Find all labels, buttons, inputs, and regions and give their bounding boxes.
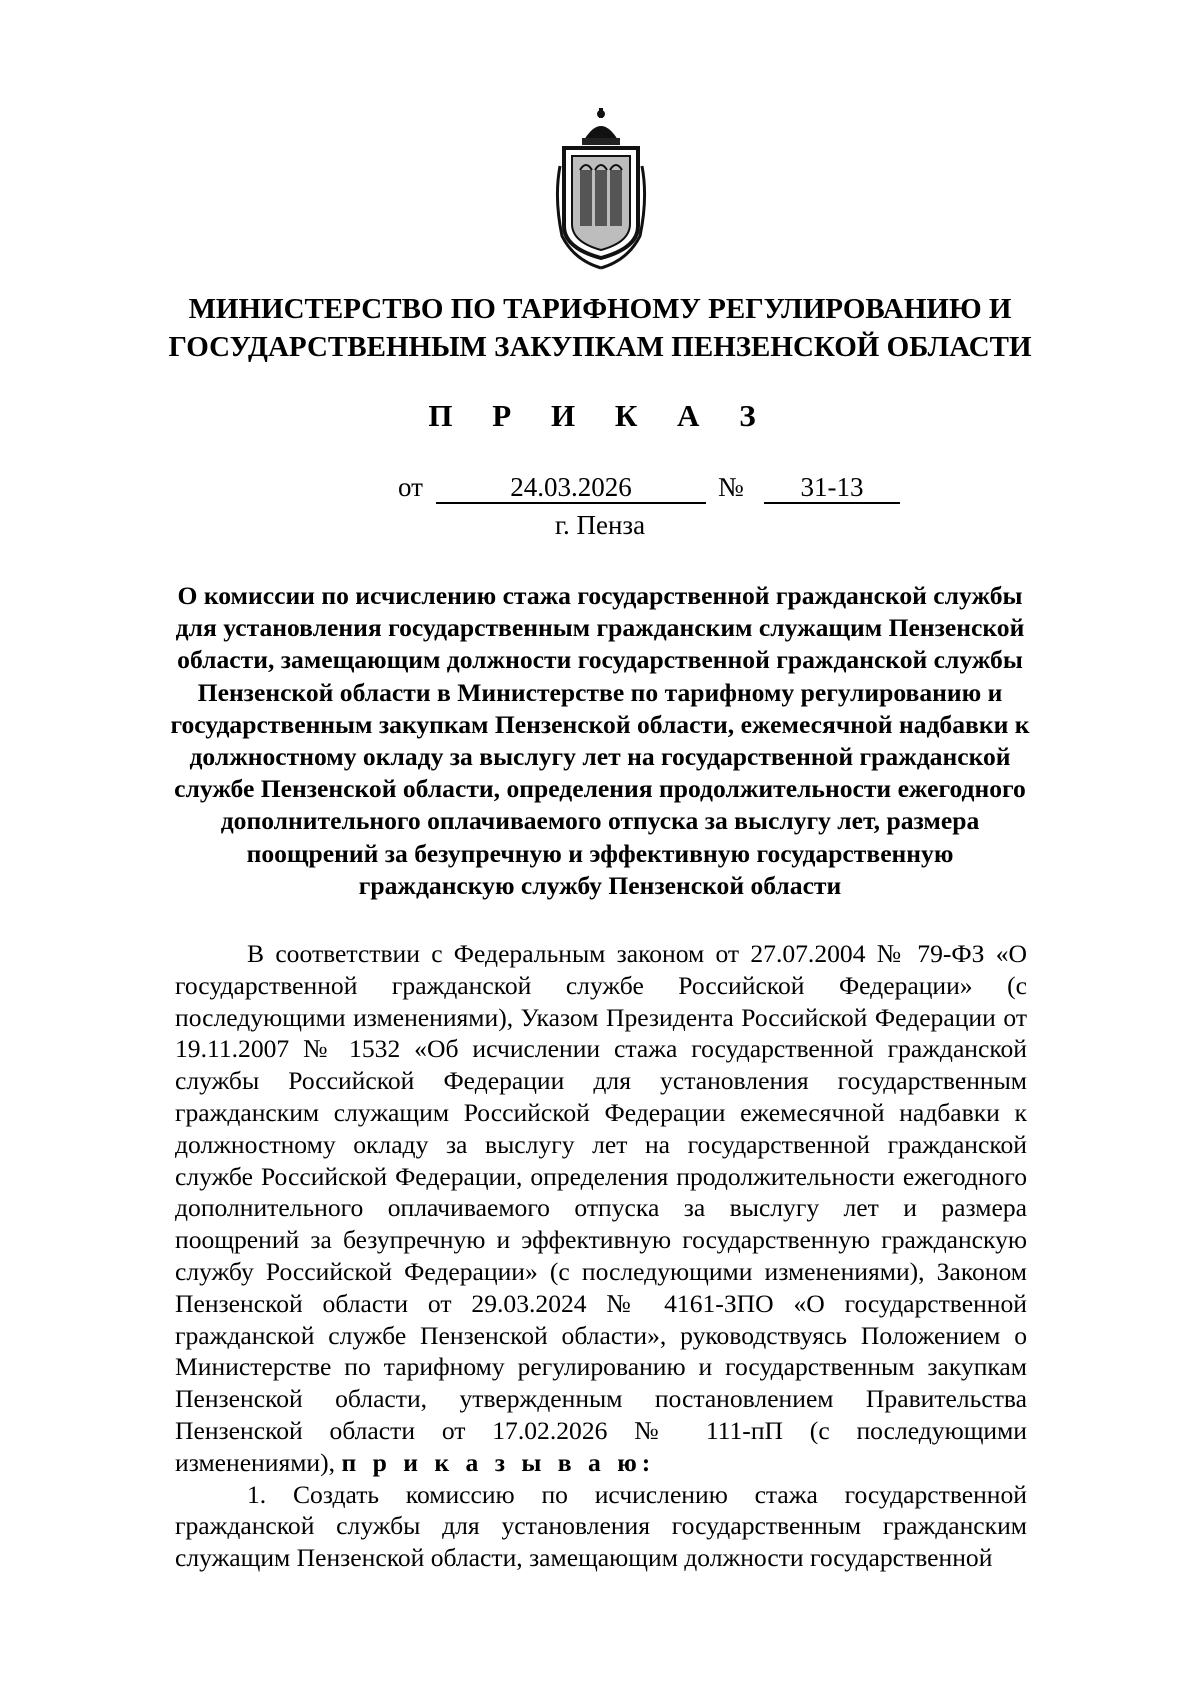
ministry-line-1: МИНИСТЕРСТВО ПО ТАРИФНОМУ РЕГУЛИРОВАНИЮ И (188, 293, 1012, 325)
preamble-text: В соответствии с Федеральным законом от 27.07.2004 № 79-ФЗ «О государственной гражданской службе Российской Федерации» (с последующими изменениями), Указом Президента Российской Федерации от 19.11.2007 № 1532 «Об исчислении стажа государственной гражданской службы Российской Федерации для установления государственным гражданским служащим Российской Федерации ежемесячной надбавки к должностному окладу за выслугу лет на государственной гражданской службе Российской Федерации, определения продолжительности ежегодного дополнительного оплачиваемого отпуска за выслугу лет и размера поощрений за безупречную и эффективную государственную гражданскую службу Российской Федерации» (с последующими изменениями), Законом Пензенской области от 29.03.2024 № 4161-ЗПО «О государственной гражданской службе Пензенской области», руководствуясь Положением о Министерстве по тарифному регулированию и государственным закупкам Пензенской области, утвержденным постановлением Правительства Пензенской области от 17.02.2026 № 111-пП (с последующими изменениями), (175, 939, 1027, 1477)
preamble-paragraph (175, 938, 1027, 1479)
coat-of-arms-icon (554, 108, 648, 270)
ministry-name (150, 290, 1050, 366)
ministry-line-2: ГОСУДАРСТВЕННЫМ ЗАКУПКАМ ПЕНЗЕНСКОЙ ОБЛАСТИ (168, 331, 1032, 363)
number-label: № (718, 472, 744, 502)
date-label: от (398, 472, 423, 502)
order-body (175, 938, 1027, 1574)
item-1-paragraph: 1. Создать комиссию по исчислению стажа государственной гражданской службы для установления государственным гражданским служащим Пензенской области, замещающим должности государственной (175, 1479, 1027, 1573)
order-word: п р и к а з ы в а ю: (341, 1447, 656, 1477)
order-subject-title: О комиссии по исчислению стажа государственной гражданской службы для установления государственным гражданским служащим Пензенской области, замещающим должности государственной гражданской службы Пензенской области в Министерстве по тарифному регулированию и государственным закупкам Пензенской области, ежемесячной надбавки к должностному окладу за выслугу лет на государственной гражданской службе Пензенской области, определения продолжительности ежегодного дополнительного оплачиваемого отпуска за выслугу лет, размера поощрений за безупречную и эффективную государственную гражданскую службу Пензенской области (170, 581, 1030, 900)
order-number: 31-13 (764, 472, 900, 504)
document-type-title: П Р И К А З (428, 398, 772, 433)
order-date: 24.03.2026 (436, 472, 706, 504)
issue-city: г. Пенза (554, 510, 646, 540)
